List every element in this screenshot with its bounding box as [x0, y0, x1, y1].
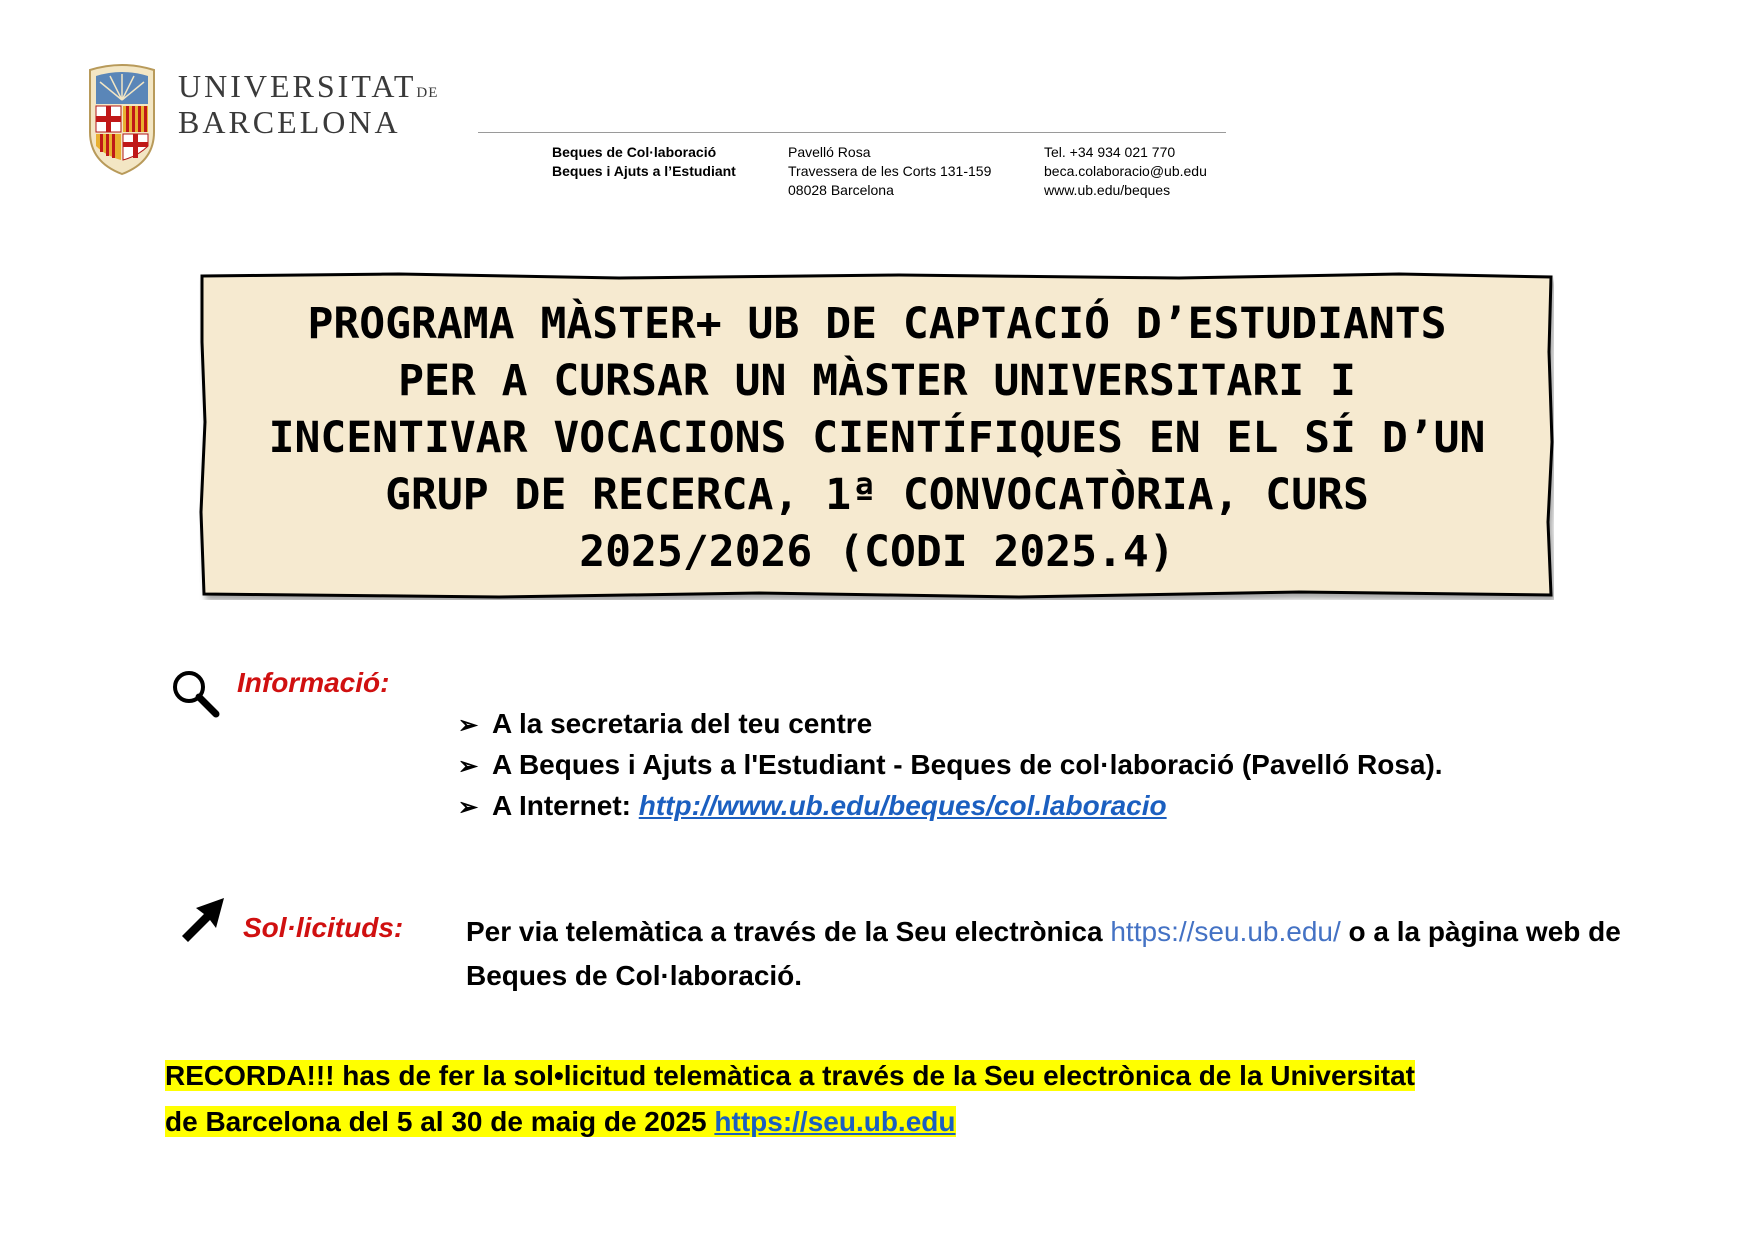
title-line: 2025/2026 (CODI 2025.4): [579, 527, 1175, 577]
contact-department-line: Beques de Col·laboració: [552, 144, 717, 160]
contact-address: [788, 143, 991, 200]
seu-electronica-link[interactable]: https://seu.ub.edu/: [1110, 916, 1341, 947]
beques-link[interactable]: http://www.ub.edu/beques/col.laboracio: [638, 790, 1167, 821]
sollicituds-text-before: Per via telemàtica a través de la Seu electrònica: [466, 916, 1111, 947]
university-name: [178, 70, 438, 138]
reminder-line: de Barcelona del 5 al 30 de maig de 2025: [165, 1106, 715, 1137]
title-banner: [199, 272, 1554, 600]
contact-department-line: Beques i Ajuts a l’Estudiant: [552, 163, 736, 179]
contact-address-line: Pavelló Rosa: [788, 144, 871, 160]
page-title: [215, 296, 1539, 581]
info-item-text: A Internet:: [492, 790, 639, 821]
title-line: INCENTIVAR VOCACIONS CIENTÍFIQUES EN EL SÍ D’UN: [268, 413, 1486, 463]
title-line: PER A CURSAR UN MÀSTER UNIVERSITARI I: [398, 356, 1356, 406]
title-line: PROGRAMA MÀSTER+ UB DE CAPTACIÓ D’ESTUDIANTS: [307, 299, 1447, 349]
arrow-bullet-icon: ➢: [458, 794, 479, 821]
university-logo: [86, 60, 158, 178]
contact-email[interactable]: beca.colaboracio@ub.edu: [1044, 163, 1207, 179]
university-name-line2: BARCELONA: [178, 104, 401, 140]
reminder-line: RECORDA!!! has de fer la sol•licitud telemàtica a través de la Seu electrònica de la Universitat: [165, 1060, 1416, 1091]
contact-phone: Tel. +34 934 021 770: [1044, 144, 1176, 160]
university-name-de: DE: [416, 85, 439, 101]
info-list-item: [458, 749, 1443, 781]
seu-link[interactable]: https://seu.ub.edu: [714, 1106, 956, 1137]
info-item-text: A la secretaria del teu centre: [492, 708, 873, 739]
header-divider: [478, 132, 1226, 133]
info-label: Informació:: [237, 667, 390, 698]
info-item-text: A Beques i Ajuts a l'Estudiant - Beques de col·laboració (Pavelló Rosa).: [492, 749, 1443, 780]
info-list-item: [458, 790, 1167, 822]
contact-department: [552, 143, 736, 181]
cursor-arrow-icon: [176, 896, 228, 944]
contact-address-line: 08028 Barcelona: [788, 182, 894, 198]
info-list-item: [458, 708, 872, 740]
arrow-bullet-icon: ➢: [458, 753, 479, 780]
title-line: GRUP DE RECERCA, 1ª CONVOCATÒRIA, CURS: [385, 470, 1369, 520]
reminder-note: [165, 1053, 1665, 1145]
university-name-line1: UNIVERSITAT: [178, 68, 417, 104]
sollicituds-label: Sol·licituds:: [243, 912, 404, 943]
sollicituds-text-after: o a la pàgina web de Beques de Col·laboració.: [466, 916, 1621, 991]
contact-details: [1044, 143, 1207, 200]
contact-address-line: Travessera de les Corts 131-159: [788, 163, 992, 179]
contact-website[interactable]: www.ub.edu/beques: [1044, 182, 1171, 198]
search-icon: [170, 668, 222, 720]
arrow-bullet-icon: ➢: [458, 712, 479, 739]
sollicituds-text: [466, 910, 1626, 998]
